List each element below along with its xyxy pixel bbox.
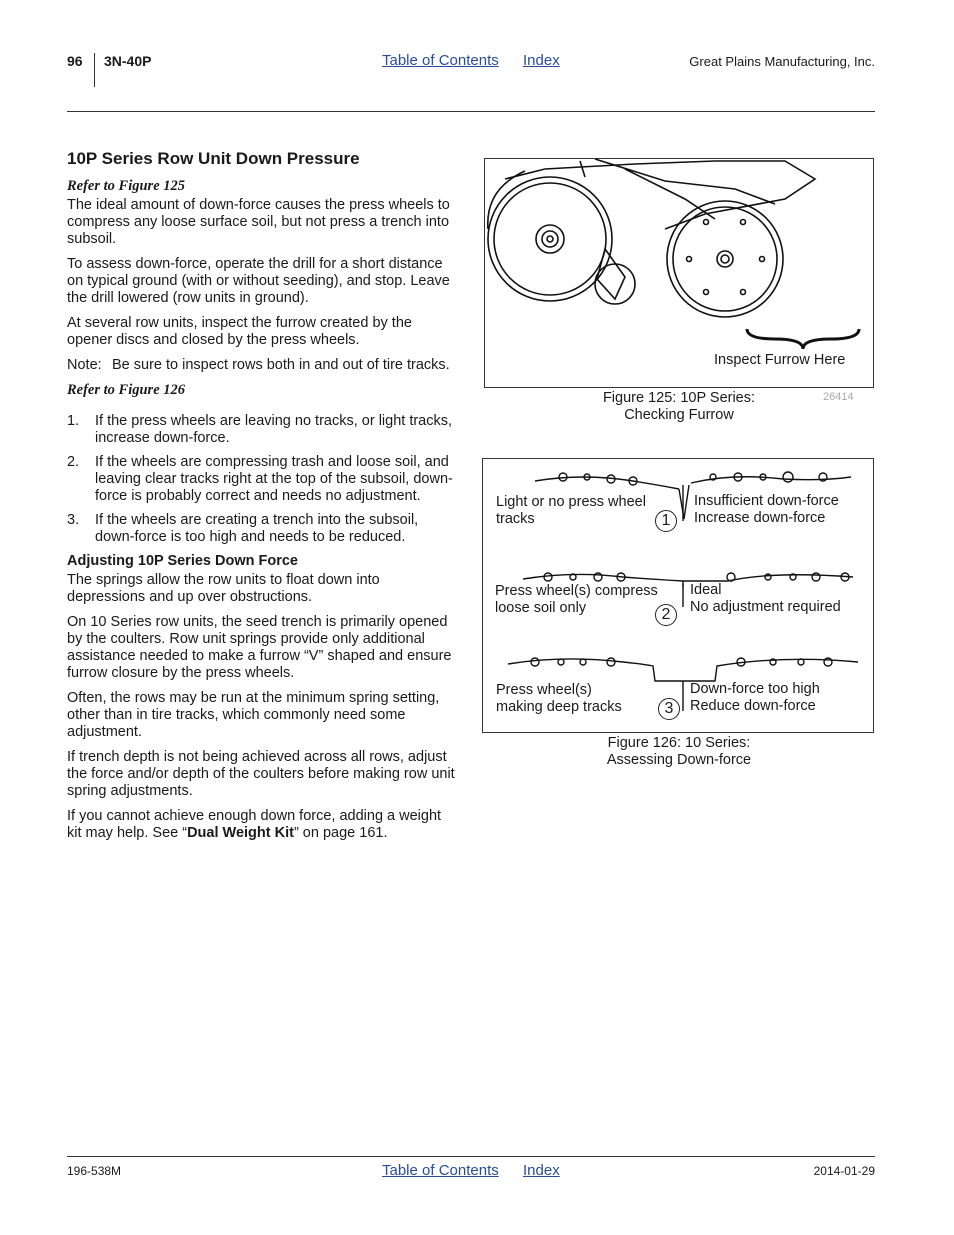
row3-right-line1: Down-force too high — [690, 681, 820, 697]
paragraph-assess-downforce: To assess down-force, operate the drill for a short distance on typical ground (with or without seeding), and stop. Leave the drill lowered (row units in ground). — [67, 256, 450, 306]
row2-marker: 2 — [655, 604, 677, 626]
paragraph-minimum-spring: Often, the rows may be run at the minimum spring setting, other than in tire tracks, which commonly need some adjustment. — [67, 690, 440, 740]
header-index-link[interactable]: Index — [523, 52, 560, 69]
figure-126-frame — [482, 458, 874, 733]
step-text: If the press wheels are leaving no tracks, or light tracks, increase down-force. — [95, 413, 453, 446]
paragraph-seed-trench: On 10 Series row units, the seed trench is primarily opened by the coulters. Row unit springs provide only additional assistance needed to make a furrow “V” shaped and ensure furrow closure by the press wheels. — [67, 614, 452, 681]
figure-126-caption-line1: Figure 126: 10 Series: — [607, 735, 751, 751]
publication-date: 2014-01-29 — [813, 1164, 875, 1178]
page-number: 96 — [67, 53, 83, 69]
row3-left-label — [496, 682, 622, 716]
figure-125-callout: Inspect Furrow Here — [714, 352, 846, 368]
row2-left-line1: Press wheel(s) compress — [495, 583, 658, 599]
step-number: 2. — [67, 454, 80, 470]
list-item — [67, 413, 459, 447]
weight-kit-reference: Dual Weight Kit — [187, 825, 294, 841]
footer-toc-link[interactable]: Table of Contents — [382, 1162, 499, 1179]
step-number: 3. — [67, 512, 80, 528]
main-text-column — [67, 149, 459, 850]
note-text: Be sure to inspect rows both in and out of tire tracks. — [112, 357, 450, 373]
figure-reference-125: Refer to Figure 125 — [67, 178, 186, 194]
row1-right-line1: Insufficient down-force — [694, 493, 839, 509]
row2-right-label — [690, 582, 841, 616]
row3-right-line2: Reduce down-force — [690, 698, 816, 714]
note — [67, 357, 459, 374]
weight-kit-text-pre: If you cannot achieve enough down force, adding a weight kit may help. See “ — [67, 808, 442, 841]
row3-marker: 3 — [658, 698, 680, 720]
header-rule — [67, 111, 875, 112]
row2-left-label — [495, 583, 658, 617]
paragraph-inspect-furrow: At several row units, inspect the furrow created by the opener discs and closed by the press wheels. — [67, 315, 412, 348]
row3-right-label — [690, 681, 820, 715]
step-text: If the wheels are compressing trash and loose soil, and leaving clear tracks right at the top of the subsoil, down-force is probably correct and needs no adjustment. — [95, 454, 453, 504]
subsection-title: Adjusting 10P Series Down Force — [67, 553, 298, 569]
note-label: Note: — [67, 357, 102, 373]
row2-right-line1: Ideal — [690, 582, 722, 598]
section-title: 10P Series Row Unit Down Pressure — [67, 149, 360, 168]
footer-index-link[interactable]: Index — [523, 1162, 560, 1179]
figure-125-caption-line1: Figure 125: 10P Series: — [602, 390, 756, 406]
row1-left-line2: tracks — [496, 511, 535, 527]
figure-reference-126: Refer to Figure 126 — [67, 382, 186, 398]
step-number: 1. — [67, 413, 80, 429]
figure-125-caption — [560, 390, 798, 424]
row3-left-line1: Press wheel(s) — [496, 682, 592, 698]
footer-rule — [67, 1156, 875, 1157]
row1-right-line2: Increase down-force — [694, 510, 826, 526]
figure-126-caption — [560, 735, 798, 769]
step-list — [67, 413, 459, 546]
row1-marker: 1 — [655, 510, 677, 532]
figure-125-image-number: 26414 — [823, 391, 854, 403]
list-item — [67, 454, 459, 505]
paragraph-springs: The springs allow the row units to float down into depressions and up over obstructions. — [67, 572, 380, 605]
list-item — [67, 512, 459, 546]
row1-left-label — [496, 494, 646, 528]
paragraph-ideal-downforce: The ideal amount of down-force causes the press wheels to compress any loose surface soil, but not press a trench into subsoil. — [67, 197, 450, 247]
header-divider — [94, 53, 95, 87]
model-label: 3N-40P — [104, 53, 152, 69]
document-number: 196-538M — [67, 1164, 122, 1178]
row2-right-line2: No adjustment required — [690, 599, 841, 615]
figure-126-caption-line2: Assessing Down-force — [606, 752, 752, 768]
header-toc-link[interactable]: Table of Contents — [382, 52, 499, 69]
paragraph-trench-depth: If trench depth is not being achieved across all rows, adjust the force and/or depth of the coulters before making row unit spring adjustments. — [67, 749, 455, 799]
paragraph-weight-kit — [67, 808, 459, 842]
row2-left-line2: loose soil only — [495, 600, 587, 616]
figure-125-caption-line2: Checking Furrow — [624, 407, 734, 423]
weight-kit-text-post: ” on page 161. — [293, 825, 388, 841]
row1-right-label — [694, 493, 839, 527]
company-name: Great Plains Manufacturing, Inc. — [689, 54, 875, 69]
step-text: If the wheels are creating a trench into the subsoil, down-force is too high and needs to be reduced. — [95, 512, 419, 545]
row3-left-line2: making deep tracks — [496, 699, 622, 715]
row1-left-line1: Light or no press wheel — [496, 494, 646, 510]
